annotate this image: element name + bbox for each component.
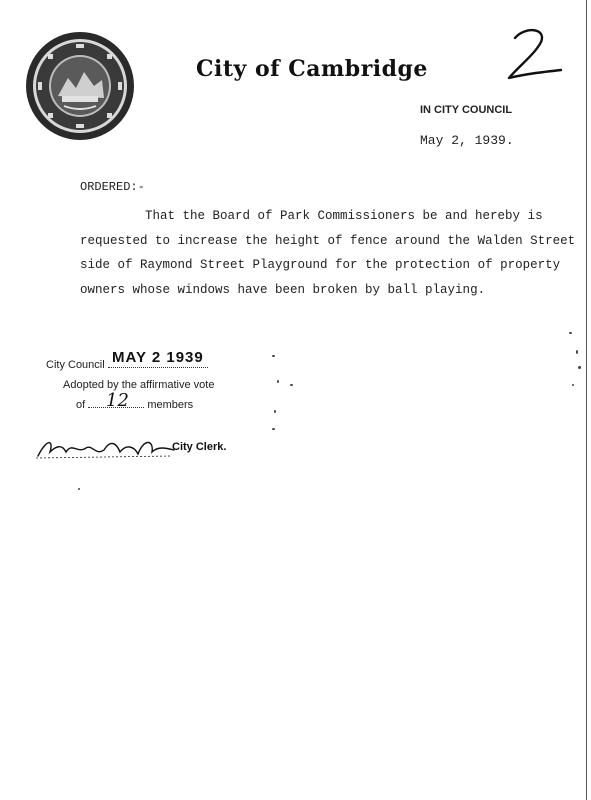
order-heading: ORDERED:- bbox=[80, 180, 145, 194]
council-stamp-blank bbox=[108, 367, 208, 368]
scan-speck bbox=[569, 332, 572, 334]
handwritten-page-number bbox=[503, 24, 565, 84]
members-line bbox=[76, 399, 193, 411]
date-stamp: MAY 2 1939 bbox=[112, 349, 204, 366]
scan-speck bbox=[272, 428, 275, 430]
scan-speck bbox=[277, 380, 279, 383]
scan-speck bbox=[572, 384, 574, 386]
scan-speck bbox=[78, 488, 80, 490]
scan-speck bbox=[272, 355, 275, 357]
of-label: of bbox=[76, 399, 86, 411]
council-stamp-label: City Council bbox=[46, 359, 105, 371]
scan-speck bbox=[274, 410, 276, 413]
scan-speck bbox=[576, 350, 578, 354]
document-date: May 2, 1939. bbox=[420, 133, 514, 148]
adopted-label: Adopted by the affirmative vote bbox=[63, 379, 215, 391]
page-title: City of Cambridge bbox=[196, 56, 428, 82]
members-label: members bbox=[147, 399, 194, 411]
order-line: owners whose windows have been broken by ball playing. bbox=[80, 282, 486, 297]
order-line: requested to increase the height of fence around the Walden Street bbox=[80, 233, 576, 248]
scan-speck bbox=[290, 384, 293, 386]
council-label: IN CITY COUNCIL bbox=[420, 104, 513, 116]
handwritten-signature-icon bbox=[36, 434, 176, 462]
order-body bbox=[80, 204, 576, 302]
scan-speck bbox=[578, 366, 581, 369]
order-line: That the Board of Park Commissioners be and hereby is bbox=[145, 209, 543, 223]
order-line: side of Raymond Street Playground for the protection of property bbox=[80, 258, 561, 272]
clerk-label: City Clerk. bbox=[172, 441, 227, 453]
city-seal-icon bbox=[24, 30, 136, 142]
members-count: 12 bbox=[106, 390, 129, 411]
